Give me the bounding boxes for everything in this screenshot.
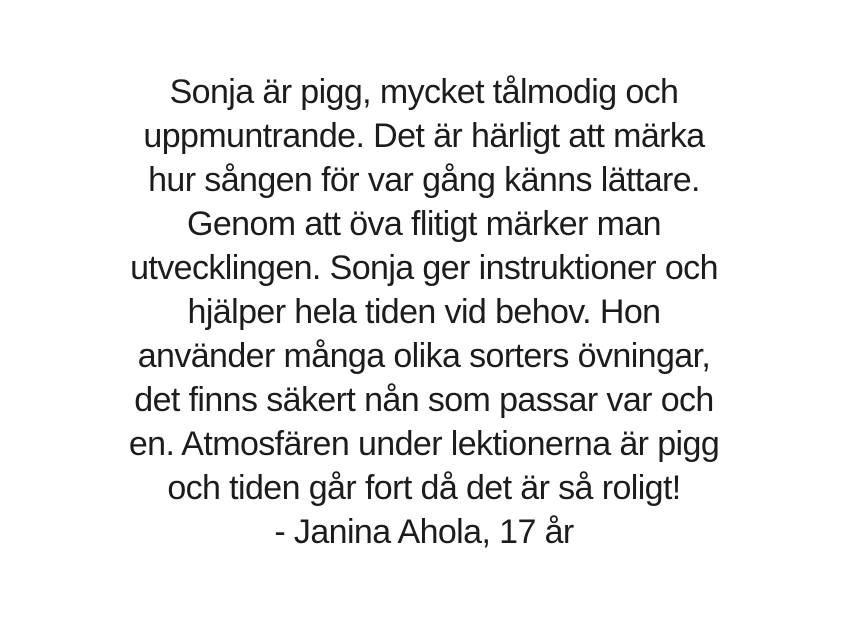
attribution-line: - Janina Ahola, 17 år	[274, 513, 574, 551]
quote-line: Sonja är pigg, mycket tålmodig och	[169, 73, 679, 111]
quote-line: det finns säkert nån som passar var och	[134, 381, 714, 419]
quote-line: Genom att öva flitigt märker man	[187, 205, 661, 243]
quote-line: använder många olika sorters övningar,	[137, 337, 711, 375]
quote-line: utvecklingen. Sonja ger instruktioner och	[130, 249, 718, 287]
quote-line: en. Atmosfären under lektionerna är pigg	[128, 425, 720, 463]
quote-line: hjälper hela tiden vid behov. Hon	[187, 293, 661, 331]
quote-line: och tiden går fort då det är så roligt!	[167, 469, 681, 507]
quote-line: uppmuntrande. Det är härligt att märka	[143, 117, 705, 155]
quote-line: hur sången för var gång känns lättare.	[148, 161, 700, 199]
testimonial-quote	[0, 70, 848, 554]
